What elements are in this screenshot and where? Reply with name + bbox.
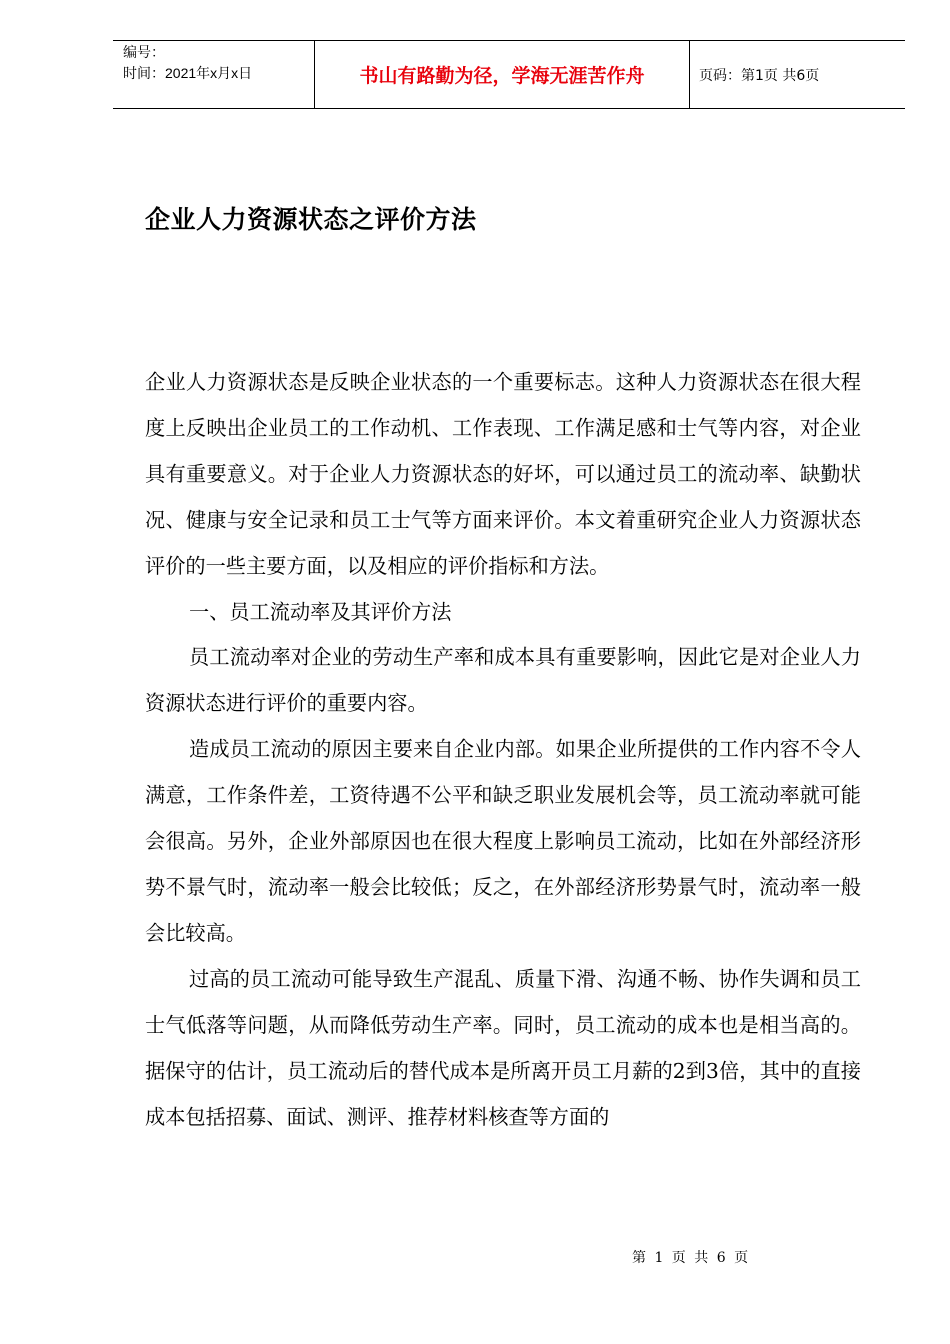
document-title: 企业人力资源状态之评价方法 [145,205,477,234]
paragraph: 过高的员工流动可能导致生产混乱、质量下滑、沟通不畅、协作失调和员工士气低落等问题，从而降低劳动生产率。同时，员工流动的成本也是相当高的。据保守的估计，员工流动后的替代成本是所离开员工月薪的2到3倍，其中的直接成本包括招募、面试、测评、推荐材料核查等方面的 [145,966,861,1129]
time-label: 时间：2021年x月x日 [123,65,253,81]
paragraph-intro: 企业人力资源状态是反映企业状态的一个重要标志。这种人力资源状态在很大程度上反映出企业员工的工作动机、工作表现、工作满足感和士气等内容，对企业具有重要意义。对于企业人力资源状态的好坏，可以通过员工的流动率、缺勤状况、健康与安全记录和员工士气等方面来评价。本文着重研究企业人力资源状态评价的一些主要方面，以及相应的评价指标和方法。 [145,370,861,578]
document-header [113,40,905,109]
document-body [145,360,861,1140]
page-footer: 第 1 页 共 6 页 [632,1250,751,1266]
section-heading: 一、员工流动率及其评价方法 [189,599,452,624]
page-label: 页码：第1页 共6页 [699,67,820,84]
paragraph: 员工流动率对企业的劳动生产率和成本具有重要影响，因此它是对企业人力资源状态进行评价的重要内容。 [145,645,861,716]
motto-text: 书山有路勤为径，学海无涯苦作舟 [359,65,645,87]
header-page-info [690,41,905,108]
header-motto [314,41,690,108]
paragraph: 造成员工流动的原因主要来自企业内部。如果企业所提供的工作内容不令人满意，工作条件差，工资待遇不公平和缺乏职业发展机会等，员工流动率就可能会很高。另外，企业外部原因也在很大程度上影响员工流动，比如在外部经济形势不景气时，流动率一般会比较低；反之，在外部经济形势景气时，流动率一般会比较高。 [145,737,861,945]
header-meta [113,41,314,108]
number-label: 编号： [123,44,165,60]
